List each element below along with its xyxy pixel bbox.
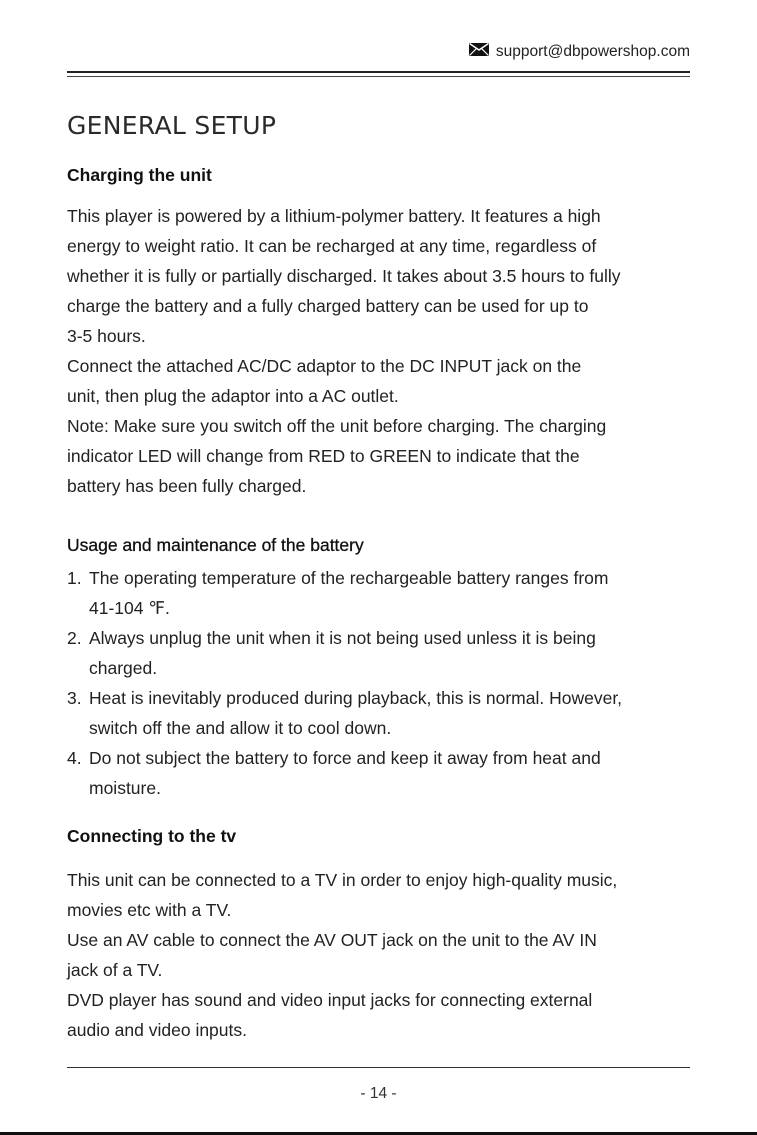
list-item-text: Always unplug the unit when it is not being used unless it is being [89,628,596,648]
section-heading-battery: Usage and maintenance of the battery [67,535,364,555]
list-item [67,743,707,803]
tv-section [67,826,707,847]
battery-list-wrapper [67,563,707,803]
page-title: GENERAL SETUP [67,111,277,140]
list-item-text: moisture. [89,778,161,798]
support-email[interactable]: support@dbpowershop.com [495,43,690,60]
battery-section [67,535,707,556]
text-line: battery has been fully charged. [67,476,307,496]
list-item-text: charged. [89,658,158,678]
envelope-icon [469,43,489,61]
list-number: 1. [67,568,82,588]
list-item-text: The operating temperature of the rechargeable battery ranges from [89,568,609,588]
list-item-text: switch off the and allow it to cool down. [89,718,392,738]
text-line: movies etc with a TV. [67,900,232,920]
charging-section [67,165,707,186]
text-line: whether it is fully or partially discharged. It takes about 3.5 hours to fully [67,266,621,286]
section-heading-charging: Charging the unit [67,165,212,185]
text-line: charge the battery and a fully charged battery can be used for up to [67,296,589,316]
text-line: DVD player has sound and video input jacks for connecting external [67,990,593,1010]
header-rule-secondary [67,76,690,77]
text-line: Use an AV cable to connect the AV OUT jack on the unit to the AV IN [67,930,597,950]
list-item-text: 41-104 ℉. [89,598,170,618]
list-item [67,683,707,743]
text-line: energy to weight ratio. It can be recharged at any time, regardless of [67,236,597,256]
text-line: unit, then plug the adaptor into a AC outlet. [67,386,399,406]
list-item [67,563,707,623]
list-item-text: Do not subject the battery to force and keep it away from heat and [89,748,601,768]
text-line: jack of a TV. [67,960,163,980]
header-rule [67,71,690,73]
footer-rule [67,1067,690,1068]
text-line: audio and video inputs. [67,1020,247,1040]
text-line: indicator LED will change from RED to GREEN to indicate that the [67,446,580,466]
text-line: This player is powered by a lithium-polymer battery. It features a high [67,206,601,226]
header-email [469,43,690,61]
list-item [67,623,707,683]
list-number: 4. [67,748,82,768]
list-number: 3. [67,688,82,708]
section-heading-tv: Connecting to the tv [67,826,237,846]
text-line: This unit can be connected to a TV in order to enjoy high-quality music, [67,870,618,890]
charging-body [67,201,707,501]
battery-list [67,563,707,803]
tv-body [67,865,707,1045]
list-number: 2. [67,628,82,648]
page-number: - 14 - [360,1085,397,1102]
text-line: Connect the attached AC/DC adaptor to the DC INPUT jack on the [67,356,582,376]
text-line: 3-5 hours. [67,326,146,346]
text-line: Note: Make sure you switch off the unit before charging. The charging [67,416,607,436]
list-item-text: Heat is inevitably produced during playback, this is normal. However, [89,688,623,708]
